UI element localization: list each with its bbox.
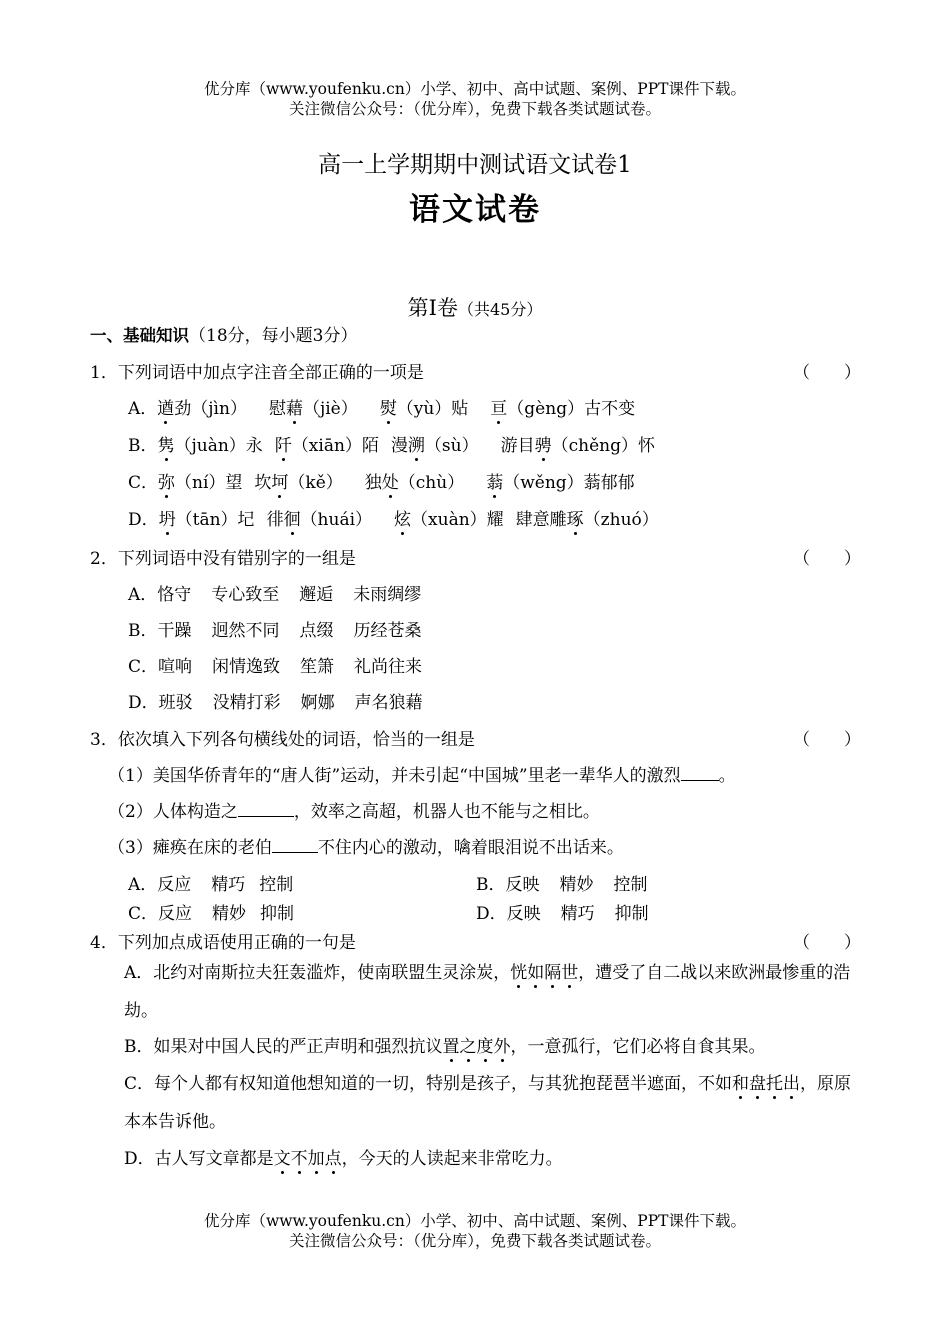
q3-stem: 3．依次填入下列各句横线处的词语，恰当的一组是 — [90, 730, 475, 750]
exam-subtitle: 语文试卷 — [409, 192, 541, 228]
sentence-text: （2）人体构造之 — [108, 802, 238, 822]
pinyin: （xiān）陌 — [291, 436, 379, 456]
pinyin: （juàn）永 — [174, 436, 263, 456]
word: 干躁 — [157, 621, 192, 641]
dotted-char: 和 — [732, 1074, 750, 1094]
dotted-char: 骋 — [534, 436, 552, 456]
q4-stem: 4．下列加点成语使用正确的一句是 — [90, 933, 356, 953]
dotted-char: 坷 — [271, 473, 289, 493]
q3-option-a — [128, 870, 293, 895]
volume-heading — [0, 292, 950, 322]
dotted-char: 溯 — [407, 436, 425, 456]
word: 恪守 — [157, 585, 192, 605]
section-heading — [90, 321, 357, 346]
pinyin: （tān）圮 — [175, 510, 255, 530]
q4-option-b — [124, 1028, 864, 1066]
word: 控制 — [613, 875, 648, 895]
sentence-text: ，遭受了自二战以来欧洲最惨重的浩劫。 — [124, 963, 851, 1021]
dotted-char: 遒 — [157, 399, 175, 419]
dotted-char: 之 — [459, 1037, 477, 1057]
dotted-char: 盘 — [749, 1074, 767, 1094]
q4-option-c — [124, 1065, 864, 1141]
dotted-char: 藉 — [285, 399, 303, 419]
sentence-text: 不住内心的激动，噙着眼泪说不出话来。 — [317, 838, 624, 858]
dotted-char: 蓊 — [486, 473, 504, 493]
volume-label: 第Ⅰ卷 — [407, 296, 458, 320]
sentence-text: （3）瘫痪在床的老伯 — [108, 838, 272, 858]
dotted-char: 坍 — [158, 510, 176, 530]
q1-option-a — [128, 394, 635, 419]
pinyin: （jiè） — [302, 399, 358, 419]
q2-option-d — [128, 688, 423, 713]
sentence-text: ，今天的人读起来非常吃力。 — [341, 1149, 563, 1169]
section-title: 一、基础知识 — [90, 326, 189, 345]
word: 未雨绸缪 — [353, 585, 422, 605]
q4-option-d — [124, 1140, 864, 1178]
dotted-char: 处 — [381, 473, 399, 493]
q1-option-b — [128, 431, 655, 456]
footer-line-2: 关注微信公众号：（优分库），免费下载各类试题试卷。 — [288, 1232, 661, 1250]
option-label: A． — [128, 875, 158, 895]
pinyin: （jìn） — [191, 399, 247, 419]
pinyin: （wěng）蓊郁郁 — [503, 473, 635, 493]
word: 反映 — [506, 904, 541, 924]
word: 反应 — [157, 875, 192, 895]
option-label: D． — [128, 510, 159, 530]
option-label: C． — [124, 1074, 155, 1094]
fill-blank — [238, 802, 294, 817]
word: 抑制 — [260, 904, 295, 924]
dotted-char: 炫 — [394, 510, 412, 530]
dotted-char: 熨 — [379, 399, 397, 419]
option-label: A． — [124, 963, 154, 983]
q3-option-b — [476, 870, 648, 895]
option-label: A． — [128, 585, 158, 605]
word: 声名狼藉 — [354, 693, 423, 713]
footer-line-1: 优分库（www.youfenku.cn）小学、初中、高中试题、案例、PPT课件下载。 — [203, 1212, 747, 1230]
dotted-char: 恍 — [510, 963, 528, 983]
pinyin: （chěng）怀 — [551, 436, 655, 456]
dotted-char: 加 — [307, 1149, 325, 1169]
sentence-text: 每个人都有权知道他想知道的一切，特别是孩子，与其犹抱琵琶半遮面，不如 — [154, 1074, 733, 1094]
section-note: （18分，每小题3分） — [189, 326, 358, 346]
q1-option-c — [128, 468, 635, 493]
sentence-text: ，原原本本告诉他。 — [124, 1074, 852, 1132]
text: 徘 — [266, 510, 284, 530]
dotted-char: 度 — [476, 1037, 494, 1057]
text: 独 — [364, 473, 382, 493]
q1-stem: 1．下列词语中加点字注音全部正确的一项是 — [90, 363, 424, 383]
sentence-text: ，效率之高超，机器人也不能与之相比。 — [293, 802, 600, 822]
pinyin: （kě） — [288, 473, 343, 493]
option-label: A． — [128, 399, 158, 419]
dotted-char: 出 — [783, 1074, 801, 1094]
q1-answer-paren: （ ） — [793, 363, 861, 383]
dotted-char: 亘 — [490, 399, 508, 419]
sentence-text: 古人写文章都是 — [154, 1149, 274, 1169]
q3-sentence-3 — [108, 833, 624, 858]
option-label: B． — [128, 621, 158, 641]
dotted-char: 置 — [442, 1037, 460, 1057]
q3-option-d — [476, 899, 649, 924]
word: 点缀 — [299, 621, 334, 641]
word: 反映 — [505, 875, 540, 895]
text: 肆意雕 — [515, 510, 567, 530]
pinyin: （ní）望 — [175, 473, 243, 493]
text: 慰 — [268, 399, 286, 419]
word: 班驳 — [158, 693, 193, 713]
dotted-char: 阡 — [274, 436, 292, 456]
word: 礼尚往来 — [354, 657, 423, 677]
pinyin: （zhuó） — [583, 510, 659, 530]
word: 精巧 — [211, 875, 246, 895]
word: 控制 — [259, 875, 294, 895]
dotted-char: 不 — [290, 1149, 308, 1169]
volume-score: （共45分） — [457, 300, 543, 319]
word: 精巧 — [560, 904, 595, 924]
word: 邂逅 — [299, 585, 334, 605]
sentence-text: ，一意孤行，它们必将自食其果。 — [510, 1037, 766, 1057]
word: 婀娜 — [300, 693, 335, 713]
option-label: D． — [476, 904, 507, 924]
dotted-char: 世 — [561, 963, 579, 983]
q3-option-c — [128, 899, 294, 924]
sentence-text: 。 — [718, 766, 736, 786]
word: 专心致至 — [211, 585, 280, 605]
pinyin: （huái） — [300, 510, 373, 530]
q4-answer-paren: （ ） — [793, 933, 861, 953]
pinyin: （xuàn）耀 — [411, 510, 504, 530]
option-label: B． — [124, 1037, 154, 1057]
sentence-text: （1）美国华侨青年的“唐人街”运动，并未引起“中国城”里老一辈华人的激烈 — [108, 766, 681, 786]
text: 游目 — [500, 436, 535, 456]
text: 劲 — [174, 399, 192, 419]
option-label: C． — [128, 904, 159, 924]
header-line-1: 优分库（www.youfenku.cn）小学、初中、高中试题、案例、PPT课件下载。 — [203, 80, 747, 98]
sentence-text: 如果对中国人民的严正声明和强烈抗议 — [153, 1037, 443, 1057]
pinyin: （yù）贴 — [396, 399, 469, 419]
q2-option-b — [128, 616, 422, 641]
q3-sentence-2 — [108, 797, 600, 822]
header-line-2: 关注微信公众号：（优分库），免费下载各类试题试卷。 — [288, 100, 661, 118]
dotted-char: 徊 — [283, 510, 301, 530]
word: 没精打彩 — [212, 693, 281, 713]
dotted-char: 外 — [493, 1037, 511, 1057]
option-label: C． — [128, 473, 159, 493]
dotted-char: 隽 — [157, 436, 175, 456]
exam-title: 高一上学期期中测试语文试卷1 — [318, 152, 632, 178]
pinyin: （chù） — [398, 473, 465, 493]
word: 精妙 — [559, 875, 594, 895]
q3-sentence-1 — [108, 761, 736, 786]
dotted-char: 隔 — [544, 963, 562, 983]
word: 抑制 — [614, 904, 649, 924]
word: 反应 — [158, 904, 193, 924]
q2-stem: 2．下列词语中没有错别字的一组是 — [90, 549, 356, 569]
word: 笙箫 — [300, 657, 335, 677]
q2-answer-paren: （ ） — [793, 549, 861, 569]
dotted-char: 如 — [527, 963, 545, 983]
text: 坎 — [254, 473, 272, 493]
q4-option-a — [124, 954, 864, 1030]
option-label: B． — [476, 875, 506, 895]
pinyin: （gèng）古不变 — [507, 399, 636, 419]
dotted-char: 弥 — [158, 473, 176, 493]
q2-option-c — [128, 652, 422, 677]
dotted-char: 点 — [324, 1149, 342, 1169]
sentence-text: 北约对南斯拉夫狂轰滥炸，使南联盟生灵涂炭， — [153, 963, 511, 983]
option-label: D． — [128, 693, 159, 713]
dotted-char: 托 — [766, 1074, 784, 1094]
dotted-char: 文 — [273, 1149, 291, 1169]
option-label: D． — [124, 1149, 155, 1169]
q2-option-a — [128, 580, 421, 605]
word: 精妙 — [212, 904, 247, 924]
pinyin: （sù） — [424, 436, 479, 456]
fill-blank — [681, 766, 719, 781]
word: 迥然不同 — [211, 621, 280, 641]
word: 喧响 — [158, 657, 193, 677]
option-label: B． — [128, 436, 158, 456]
option-label: C． — [128, 657, 159, 677]
word: 历经苍桑 — [353, 621, 422, 641]
q1-option-d — [128, 505, 659, 530]
text: 漫 — [390, 436, 408, 456]
word: 闲情逸致 — [212, 657, 281, 677]
fill-blank — [272, 838, 318, 853]
dotted-char: 琢 — [566, 510, 584, 530]
q3-answer-paren: （ ） — [793, 730, 861, 750]
